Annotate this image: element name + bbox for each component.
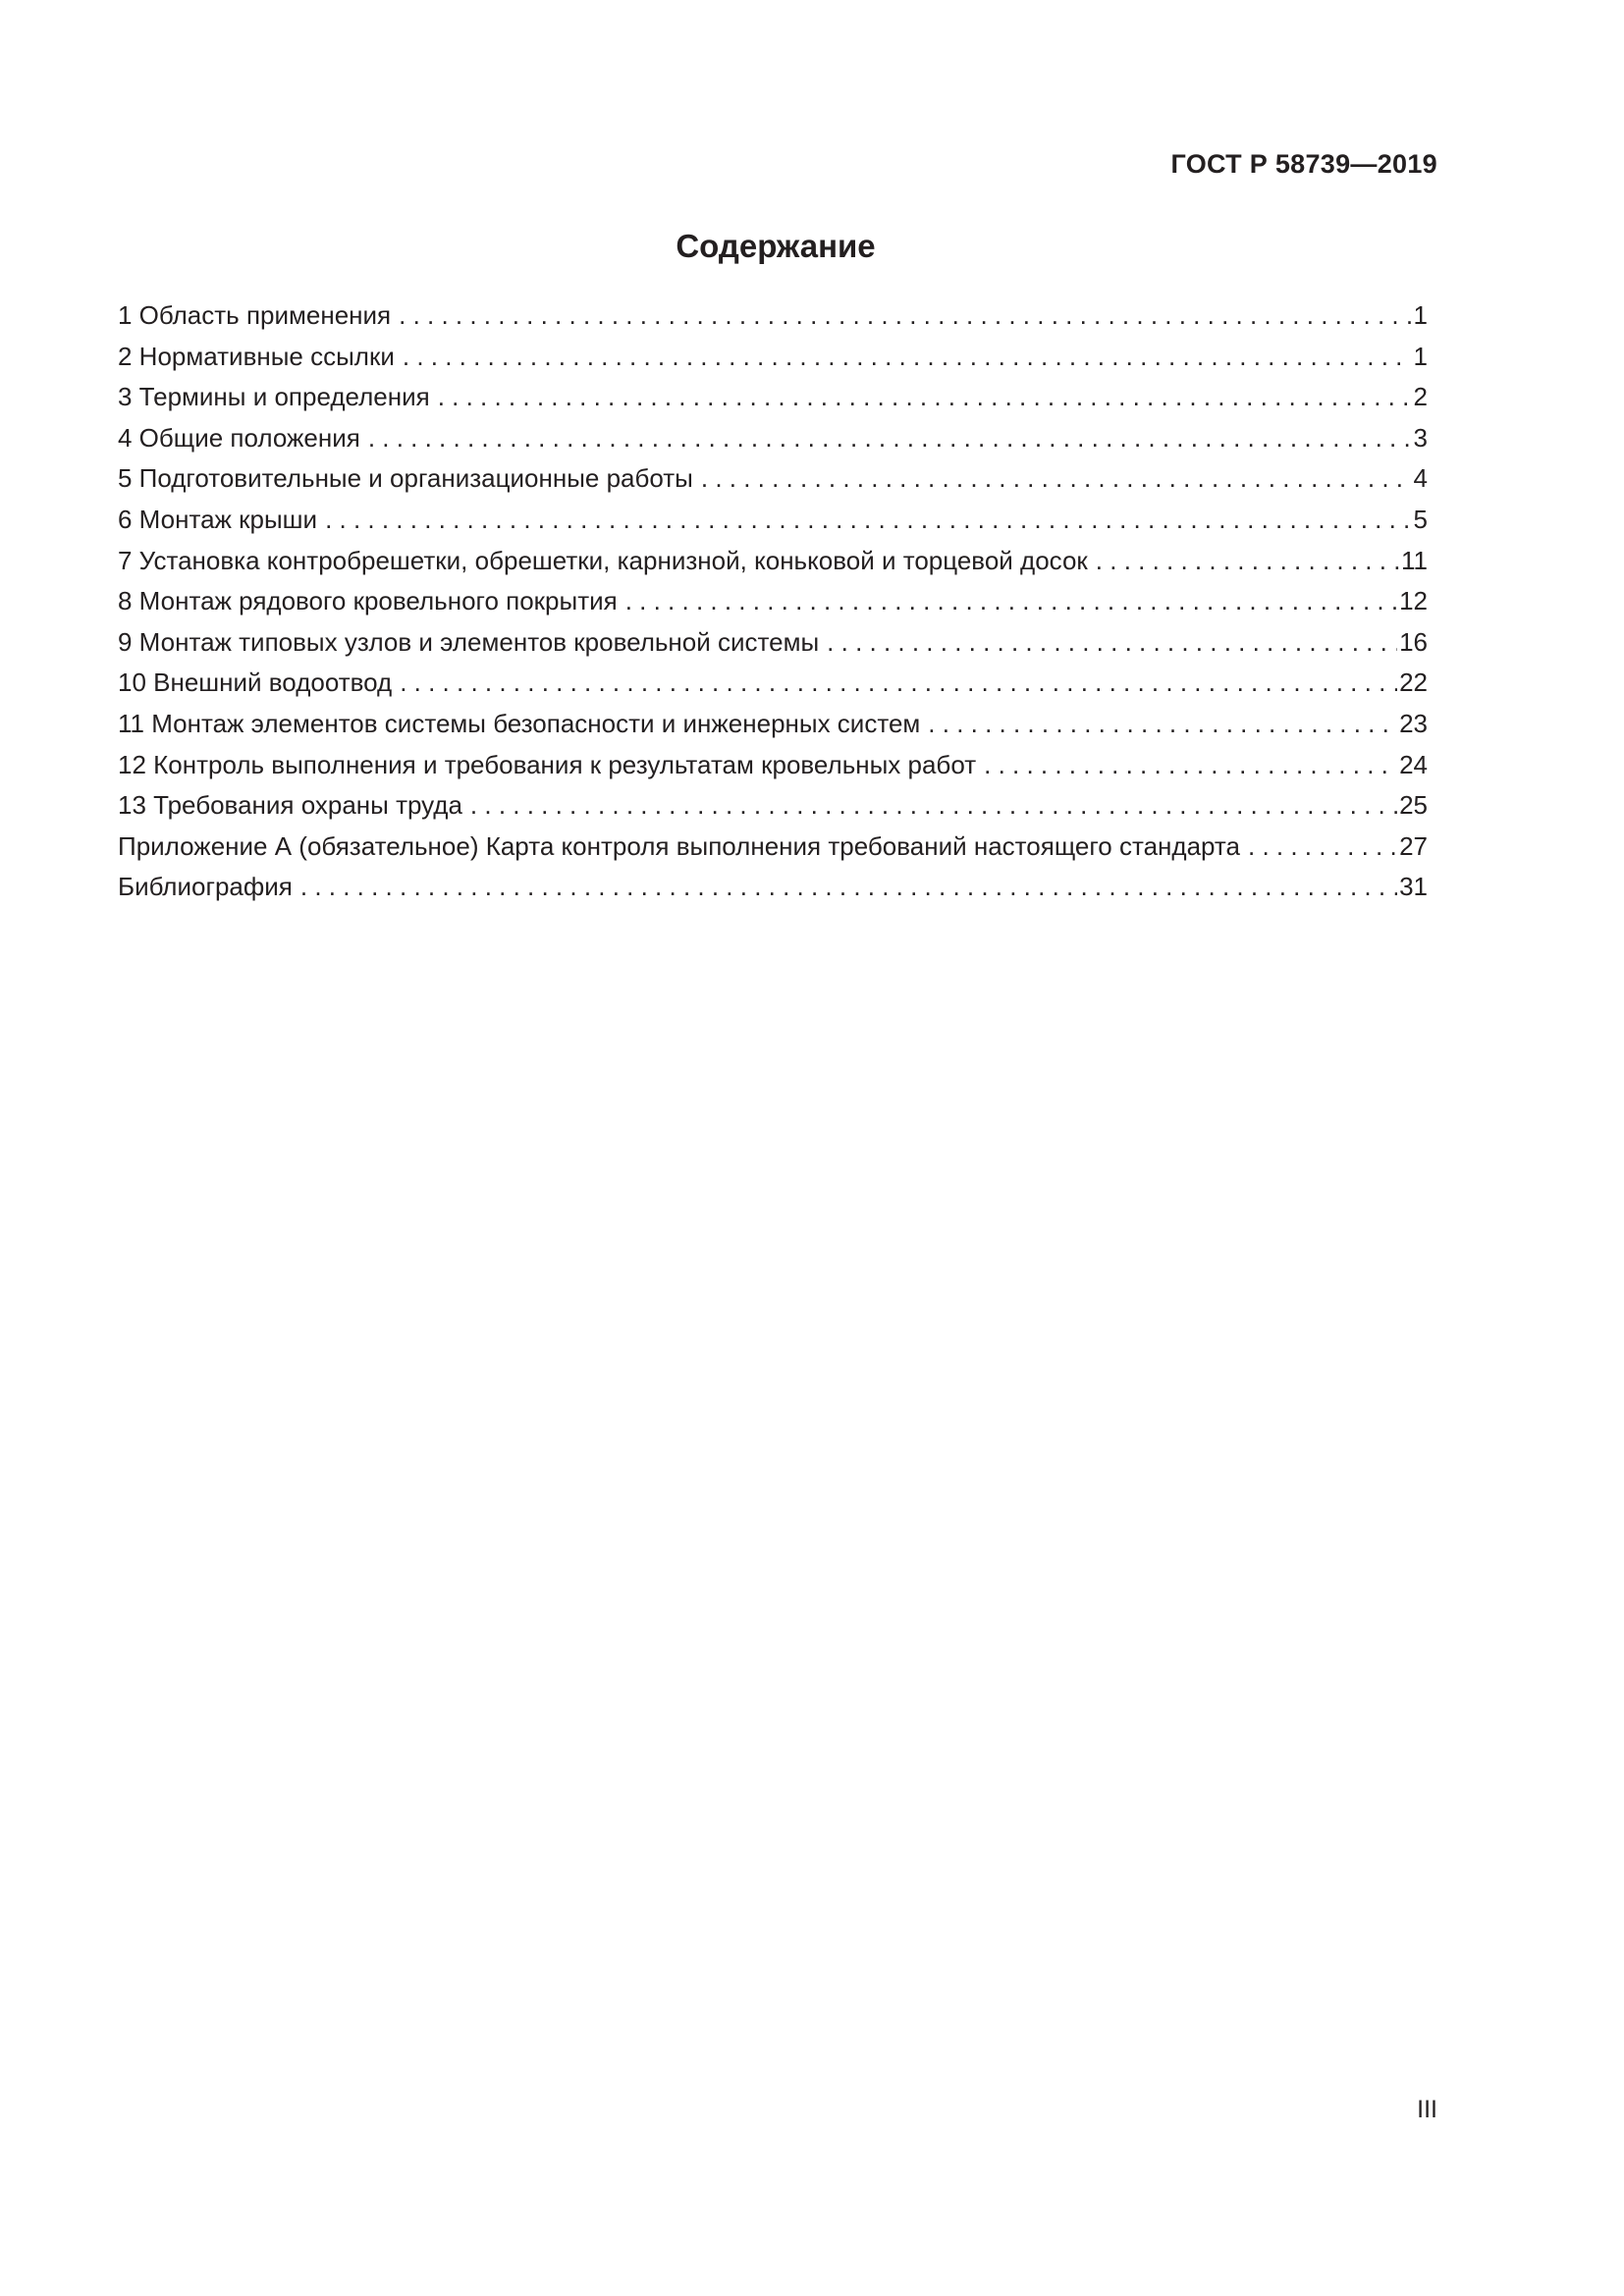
toc-dot-leader: [625, 581, 1397, 622]
toc-entry[interactable]: [118, 337, 1428, 378]
toc-entry-label: 3 Термины и определения: [118, 382, 430, 412]
toc-entry[interactable]: [118, 704, 1428, 745]
toc-entry[interactable]: [118, 867, 1428, 908]
toc-entry-label: 10 Внешний водоотвод: [118, 667, 393, 698]
toc-entry-page: 23: [1399, 708, 1428, 738]
standard-code-header: ГОСТ Р 58739—2019: [1170, 149, 1437, 179]
toc-dot-leader: [325, 500, 1411, 541]
toc-dot-leader: [438, 377, 1412, 418]
toc-title: Содержание: [676, 228, 876, 264]
toc-dot-leader: [984, 745, 1397, 786]
toc-entry[interactable]: [118, 418, 1428, 459]
toc-entry-page: 25: [1399, 790, 1428, 821]
toc-entry-label: 4 Общие положения: [118, 422, 360, 453]
toc-entry-label: 13 Требования охраны труда: [118, 790, 462, 821]
toc-entry[interactable]: [118, 622, 1428, 664]
toc-entry[interactable]: [118, 581, 1428, 622]
toc-entry[interactable]: [118, 827, 1428, 868]
toc-entry-label: Приложение А (обязательное) Карта контроля выполнения требований настоящего стандарта: [118, 830, 1241, 861]
toc-entry[interactable]: [118, 745, 1428, 786]
toc-dot-leader: [1248, 827, 1397, 868]
toc-entry[interactable]: [118, 295, 1428, 337]
toc-entry-label: Библиография: [118, 872, 293, 902]
toc-dot-leader: [470, 785, 1397, 827]
toc-entry-label: 12 Контроль выполнения и требования к результатам кровельных работ: [118, 749, 977, 779]
toc-dot-leader: [928, 704, 1397, 745]
toc-entry-page: 16: [1399, 626, 1428, 657]
toc-dot-leader: [403, 337, 1412, 378]
toc-entry-label: 5 Подготовительные и организационные работы: [118, 463, 693, 494]
toc-entry-page: 12: [1399, 586, 1428, 616]
toc-entry-label: 2 Нормативные ссылки: [118, 341, 395, 371]
toc-dot-leader: [399, 295, 1411, 337]
toc-entry[interactable]: [118, 500, 1428, 541]
toc-entry[interactable]: [118, 458, 1428, 500]
toc-entry-page: 4: [1413, 463, 1428, 494]
toc-entry-page: 5: [1413, 504, 1428, 534]
toc-entry-page: 24: [1399, 749, 1428, 779]
toc-entry-page: 2: [1413, 382, 1428, 412]
toc-entry[interactable]: [118, 377, 1428, 418]
toc-entry-label: 1 Область применения: [118, 300, 392, 330]
toc-dot-leader: [400, 663, 1397, 704]
toc-entry-label: 8 Монтаж рядового кровельного покрытия: [118, 586, 618, 616]
toc-entry-page: 31: [1399, 872, 1428, 902]
toc-entry-page: 3: [1413, 422, 1428, 453]
toc-entry-page: 27: [1399, 830, 1428, 861]
toc-entry-page: 1: [1413, 341, 1428, 371]
toc-entry-label: 7 Установка контробрешетки, обрешетки, карнизной, коньковой и торцевой досок: [118, 545, 1088, 575]
toc-entry-label: 11 Монтаж элементов системы безопасности и инженерных систем: [118, 708, 921, 738]
page-number: III: [1417, 2096, 1437, 2123]
toc-dot-leader: [300, 867, 1397, 908]
toc-entry[interactable]: [118, 663, 1428, 704]
toc-entry-page: 1: [1413, 300, 1428, 330]
toc-entry-page: 22: [1399, 667, 1428, 698]
toc-entry-label: 6 Монтаж крыши: [118, 504, 318, 534]
table-of-contents: [118, 295, 1428, 908]
toc-dot-leader: [1096, 541, 1399, 582]
toc-entry[interactable]: [118, 541, 1428, 582]
toc-entry-label: 9 Монтаж типовых узлов и элементов кровельной системы: [118, 626, 820, 657]
toc-dot-leader: [827, 622, 1397, 664]
toc-entry[interactable]: [118, 785, 1428, 827]
toc-dot-leader: [368, 418, 1412, 459]
toc-entry-page: 11: [1401, 545, 1428, 575]
toc-dot-leader: [701, 458, 1412, 500]
